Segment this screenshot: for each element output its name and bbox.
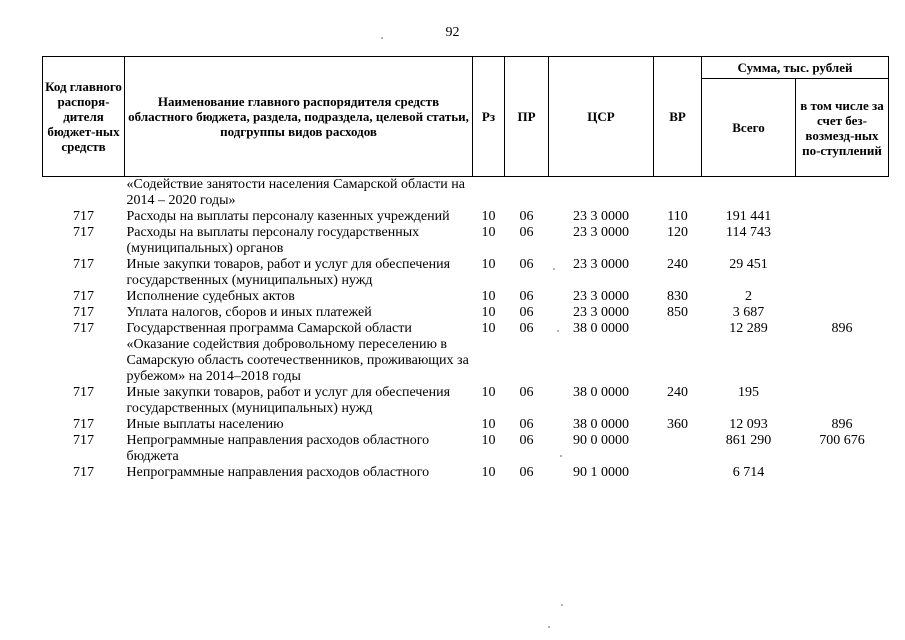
cell-name: Иные закупки товаров, работ и услуг для обеспечения государственных (муниципальных) нужд	[126, 257, 451, 288]
cell-gratuitous	[796, 385, 889, 417]
cell-code: 717	[73, 321, 94, 336]
cell-vr: 240	[667, 257, 688, 272]
cell-pr	[505, 177, 549, 210]
cell-pr: 06	[519, 385, 534, 400]
table-row	[43, 433, 889, 465]
cell-csr: 38 0 0000	[573, 417, 629, 432]
table-row	[43, 209, 889, 225]
cell-csr	[549, 177, 654, 210]
cell-rz: 10	[481, 289, 496, 304]
scan-speck	[561, 604, 563, 606]
cell-total: 195	[738, 385, 759, 400]
cell-csr: 23 3 0000	[573, 289, 629, 304]
cell-code: 717	[73, 417, 94, 432]
cell-vr	[654, 177, 702, 210]
cell-csr: 23 3 0000	[573, 225, 629, 240]
header-rz: Рз	[473, 57, 505, 177]
cell-pr: 06	[519, 433, 534, 448]
table-header	[43, 57, 889, 177]
cell-vr	[654, 433, 702, 465]
table-row	[43, 385, 889, 417]
table-row	[43, 321, 889, 385]
cell-rz: 10	[481, 321, 496, 336]
cell-total	[702, 177, 796, 210]
cell-rz: 10	[481, 305, 496, 320]
cell-gratuitous	[796, 305, 889, 321]
table-row	[43, 417, 889, 433]
page-number: 92	[445, 25, 460, 40]
cell-name: Государственная программа Самарской области «Оказание содействия добровольному переселению в Самарскую область соотечественников, проживающих за рубежом» на 2014–2018 годы	[126, 321, 469, 384]
cell-rz: 10	[481, 433, 496, 448]
cell-total: 2	[745, 289, 752, 304]
cell-gratuitous	[796, 225, 889, 257]
cell-gratuitous: 896	[831, 321, 853, 336]
cell-vr: 850	[667, 305, 688, 320]
cell-total: 29 451	[729, 257, 768, 272]
cell-rz: 10	[481, 225, 496, 240]
cell-name: «Содействие занятости населения Самарской области на 2014 – 2020 годы»	[126, 177, 465, 208]
scan-speck	[557, 330, 559, 332]
cell-pr: 06	[519, 225, 534, 240]
cell-csr: 38 0 0000	[573, 321, 629, 336]
cell-pr: 06	[519, 209, 534, 224]
table-row	[43, 305, 889, 321]
cell-pr: 06	[519, 465, 534, 480]
cell-rz: 10	[481, 417, 496, 432]
cell-name: Иные выплаты населению	[126, 417, 284, 432]
cell-total: 12 289	[729, 321, 768, 336]
cell-code: 717	[73, 289, 94, 304]
table-row	[43, 465, 889, 481]
scan-speck	[381, 37, 383, 39]
cell-code: 717	[73, 225, 94, 240]
cell-rz: 10	[481, 465, 496, 480]
header-csr: ЦСР	[549, 57, 654, 177]
cell-code: 717	[73, 465, 94, 480]
cell-name: Расходы на выплаты персоналу казенных учреждений	[126, 209, 450, 224]
cell-vr: 120	[667, 225, 688, 240]
cell-csr: 23 3 0000	[573, 209, 629, 224]
budget-table	[42, 56, 889, 481]
cell-gratuitous	[796, 177, 889, 210]
cell-vr: 830	[667, 289, 688, 304]
cell-vr: 240	[667, 385, 688, 400]
cell-name: Иные закупки товаров, работ и услуг для обеспечения государственных (муниципальных) нужд	[126, 385, 451, 416]
cell-csr: 23 3 0000	[573, 257, 629, 272]
cell-vr	[654, 321, 702, 385]
header-sum: Сумма, тыс. рублей	[702, 57, 889, 79]
table-row	[43, 225, 889, 257]
scan-speck	[548, 626, 550, 628]
cell-name: Непрограммные направления расходов областного бюджета	[126, 433, 430, 464]
scan-speck	[560, 455, 562, 457]
cell-total: 191 441	[725, 209, 772, 224]
scan-speck	[553, 268, 555, 270]
table-row	[43, 177, 889, 210]
header-total: Всего	[702, 79, 796, 177]
cell-pr: 06	[519, 289, 534, 304]
cell-gratuitous	[796, 209, 889, 225]
cell-name: Расходы на выплаты персоналу государственных (муниципальных) органов	[126, 225, 420, 256]
cell-gratuitous: 896	[831, 417, 853, 432]
cell-total: 6 714	[732, 465, 765, 480]
cell-total: 114 743	[726, 225, 771, 240]
table-row	[43, 257, 889, 289]
header-pr: ПР	[505, 57, 549, 177]
cell-vr: 110	[667, 209, 688, 224]
cell-total: 861 290	[725, 433, 772, 448]
cell-vr: 360	[667, 417, 688, 432]
cell-csr: 23 3 0000	[573, 305, 629, 320]
cell-csr: 38 0 0000	[573, 385, 629, 400]
cell-rz: 10	[481, 257, 496, 272]
table-row	[43, 289, 889, 305]
cell-name: Непрограммные направления расходов областного	[126, 465, 430, 480]
cell-rz: 10	[481, 385, 496, 400]
cell-pr: 06	[519, 257, 534, 272]
cell-rz	[473, 177, 505, 210]
cell-rz: 10	[481, 209, 496, 224]
cell-csr: 90 1 0000	[573, 465, 629, 480]
cell-csr: 90 0 0000	[573, 433, 629, 448]
cell-pr: 06	[519, 417, 534, 432]
cell-pr: 06	[519, 321, 534, 336]
cell-code: 717	[73, 209, 94, 224]
cell-code: 717	[73, 433, 94, 448]
cell-code: 717	[73, 385, 94, 400]
table-body	[43, 177, 889, 482]
cell-gratuitous	[796, 257, 889, 289]
cell-code	[43, 177, 125, 210]
cell-gratuitous	[796, 289, 889, 305]
cell-name: Уплата налогов, сборов и иных платежей	[126, 305, 372, 320]
cell-total: 12 093	[729, 417, 768, 432]
header-name: Наименование главного распорядителя средств областного бюджета, раздела, подраздела, целевой статьи, подгруппы видов расходов	[125, 57, 473, 177]
cell-code: 717	[73, 305, 94, 320]
cell-gratuitous	[796, 465, 889, 481]
header-vr: ВР	[654, 57, 702, 177]
cell-gratuitous: 700 676	[819, 433, 865, 448]
cell-code: 717	[73, 257, 94, 272]
cell-vr	[654, 465, 702, 481]
header-gratuitous: в том числе за счет без-возмезд-ных по-ступлений	[796, 79, 889, 177]
header-code: Код главного распоря-дителя бюджет-ных средств	[43, 57, 125, 177]
cell-name: Исполнение судебных актов	[126, 289, 295, 304]
cell-pr: 06	[519, 305, 534, 320]
cell-total: 3 687	[732, 305, 765, 320]
